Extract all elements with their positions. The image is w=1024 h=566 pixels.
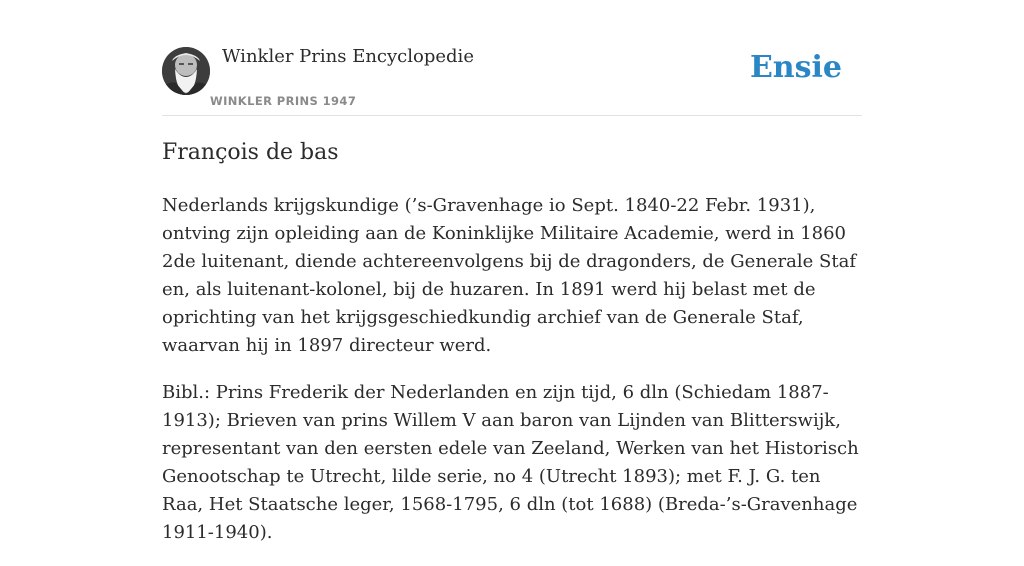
edition-label: WINKLER PRINS 1947 [210, 94, 357, 108]
avatar[interactable] [162, 47, 210, 95]
article-paragraph: Nederlands krijgskundige (’s-Gravenhage io Sept. 1840-22 Febr. 1931), ontving zijn opleiding aan de Koninklijke Militaire Academie, werd in 1860 2de luitenant, diende achtereenvolgens bij de dragonders, de Generale Staf en, als luitenant-kolonel, bij de huzaren. In 1891 werd hij belast met de oprichting van het krijgsgeschiedkundig archief van de Generale Staf, waarvan hij in 1897 directeur werd. [162, 195, 856, 356]
bearded-portrait-icon [162, 47, 210, 95]
site-title-link[interactable]: Winkler Prins Encyclopedie [222, 46, 474, 67]
site-header [162, 44, 862, 116]
brand-logo-link[interactable]: Ensie [749, 50, 842, 85]
bibliography-paragraph: Bibl.: Prins Frederik der Nederlanden en zijn tijd, 6 dln (Schiedam 1887-1913); Brieven van prins Willem V aan baron van Lijnden van Blitterswijk, representant van den eersten edele van Zeeland, Werken van het Historisch Genootschap te Utrecht, lilde serie, no 4 (Utrecht 1893); met F. J. G. ten Raa, Het Staatsche leger, 1568-1795, 6 dln (tot 1688) (Breda-’s-Gravenhage 1911-1940). [162, 382, 859, 543]
header-divider [162, 115, 862, 116]
article-title: François de bas [162, 140, 339, 165]
article-body [162, 192, 862, 566]
